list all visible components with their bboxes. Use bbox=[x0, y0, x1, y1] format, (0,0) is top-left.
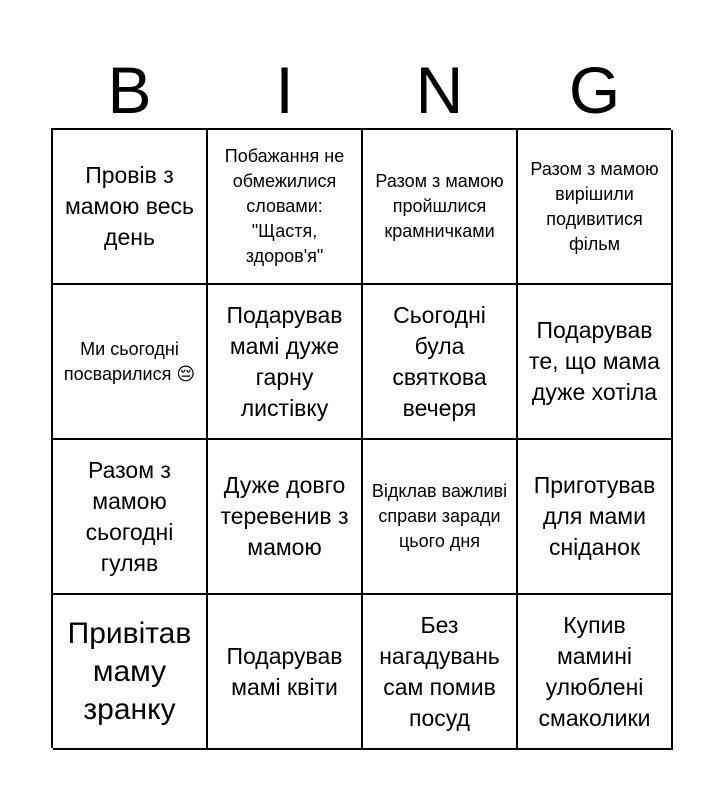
cell-text: Ми сьогодні посварилися 😔 bbox=[63, 338, 196, 384]
cell-text: Разом з мамою вирішили подивитися фільм bbox=[530, 158, 659, 254]
cell-text: Привітав маму зранку bbox=[67, 616, 192, 726]
cell-text: Приготував для мами сніданок bbox=[533, 472, 656, 560]
bingo-header bbox=[52, 52, 672, 128]
bingo-cell[interactable] bbox=[363, 595, 518, 750]
cell-text: Побажання не обмежилися словами: "Щастя, здоров'я" bbox=[224, 146, 345, 266]
cell-text: Дуже довго теревенив з мамою bbox=[220, 472, 349, 560]
cell-text: Відклав важливі справи заради цього дня bbox=[371, 481, 508, 551]
header-letter-i: I bbox=[275, 53, 294, 127]
bingo-cell[interactable] bbox=[363, 130, 518, 285]
header-letter-b: B bbox=[107, 53, 152, 127]
bingo-grid bbox=[51, 128, 671, 748]
bingo-cell[interactable] bbox=[363, 440, 518, 595]
cell-text: Подарував те, що мама дуже хотіла bbox=[529, 317, 660, 405]
bingo-cell[interactable] bbox=[518, 440, 673, 595]
bingo-cell[interactable] bbox=[53, 130, 208, 285]
bingo-cell[interactable] bbox=[518, 285, 673, 440]
cell-text: Купив мамині улюблені смаколики bbox=[538, 611, 651, 731]
bingo-cell[interactable] bbox=[53, 285, 208, 440]
bingo-cell[interactable] bbox=[53, 595, 208, 750]
cell-text: Разом з мамою пройшлися крамничками bbox=[375, 171, 504, 241]
bingo-cell[interactable] bbox=[518, 130, 673, 285]
cell-text: Разом з мамою сьогодні гуляв bbox=[85, 456, 174, 576]
cell-text: Провів з мамою весь день bbox=[64, 162, 195, 250]
cell-text: Подарував мамі дуже гарну листівку bbox=[226, 301, 343, 421]
cell-text: Сьогодні була святкова вечеря bbox=[392, 301, 487, 421]
bingo-cell[interactable] bbox=[208, 285, 363, 440]
cell-text: Без нагадувань сам помив посуд bbox=[379, 611, 500, 731]
bingo-cell[interactable] bbox=[53, 440, 208, 595]
bingo-cell[interactable] bbox=[363, 285, 518, 440]
bingo-cell[interactable] bbox=[208, 595, 363, 750]
bingo-cell[interactable] bbox=[208, 130, 363, 285]
bingo-cell[interactable] bbox=[518, 595, 673, 750]
header-letter-g: G bbox=[568, 53, 621, 127]
header-letter-n: N bbox=[415, 53, 464, 127]
cell-text: Подарував мамі квіти bbox=[226, 642, 343, 700]
bingo-cell[interactable] bbox=[208, 440, 363, 595]
